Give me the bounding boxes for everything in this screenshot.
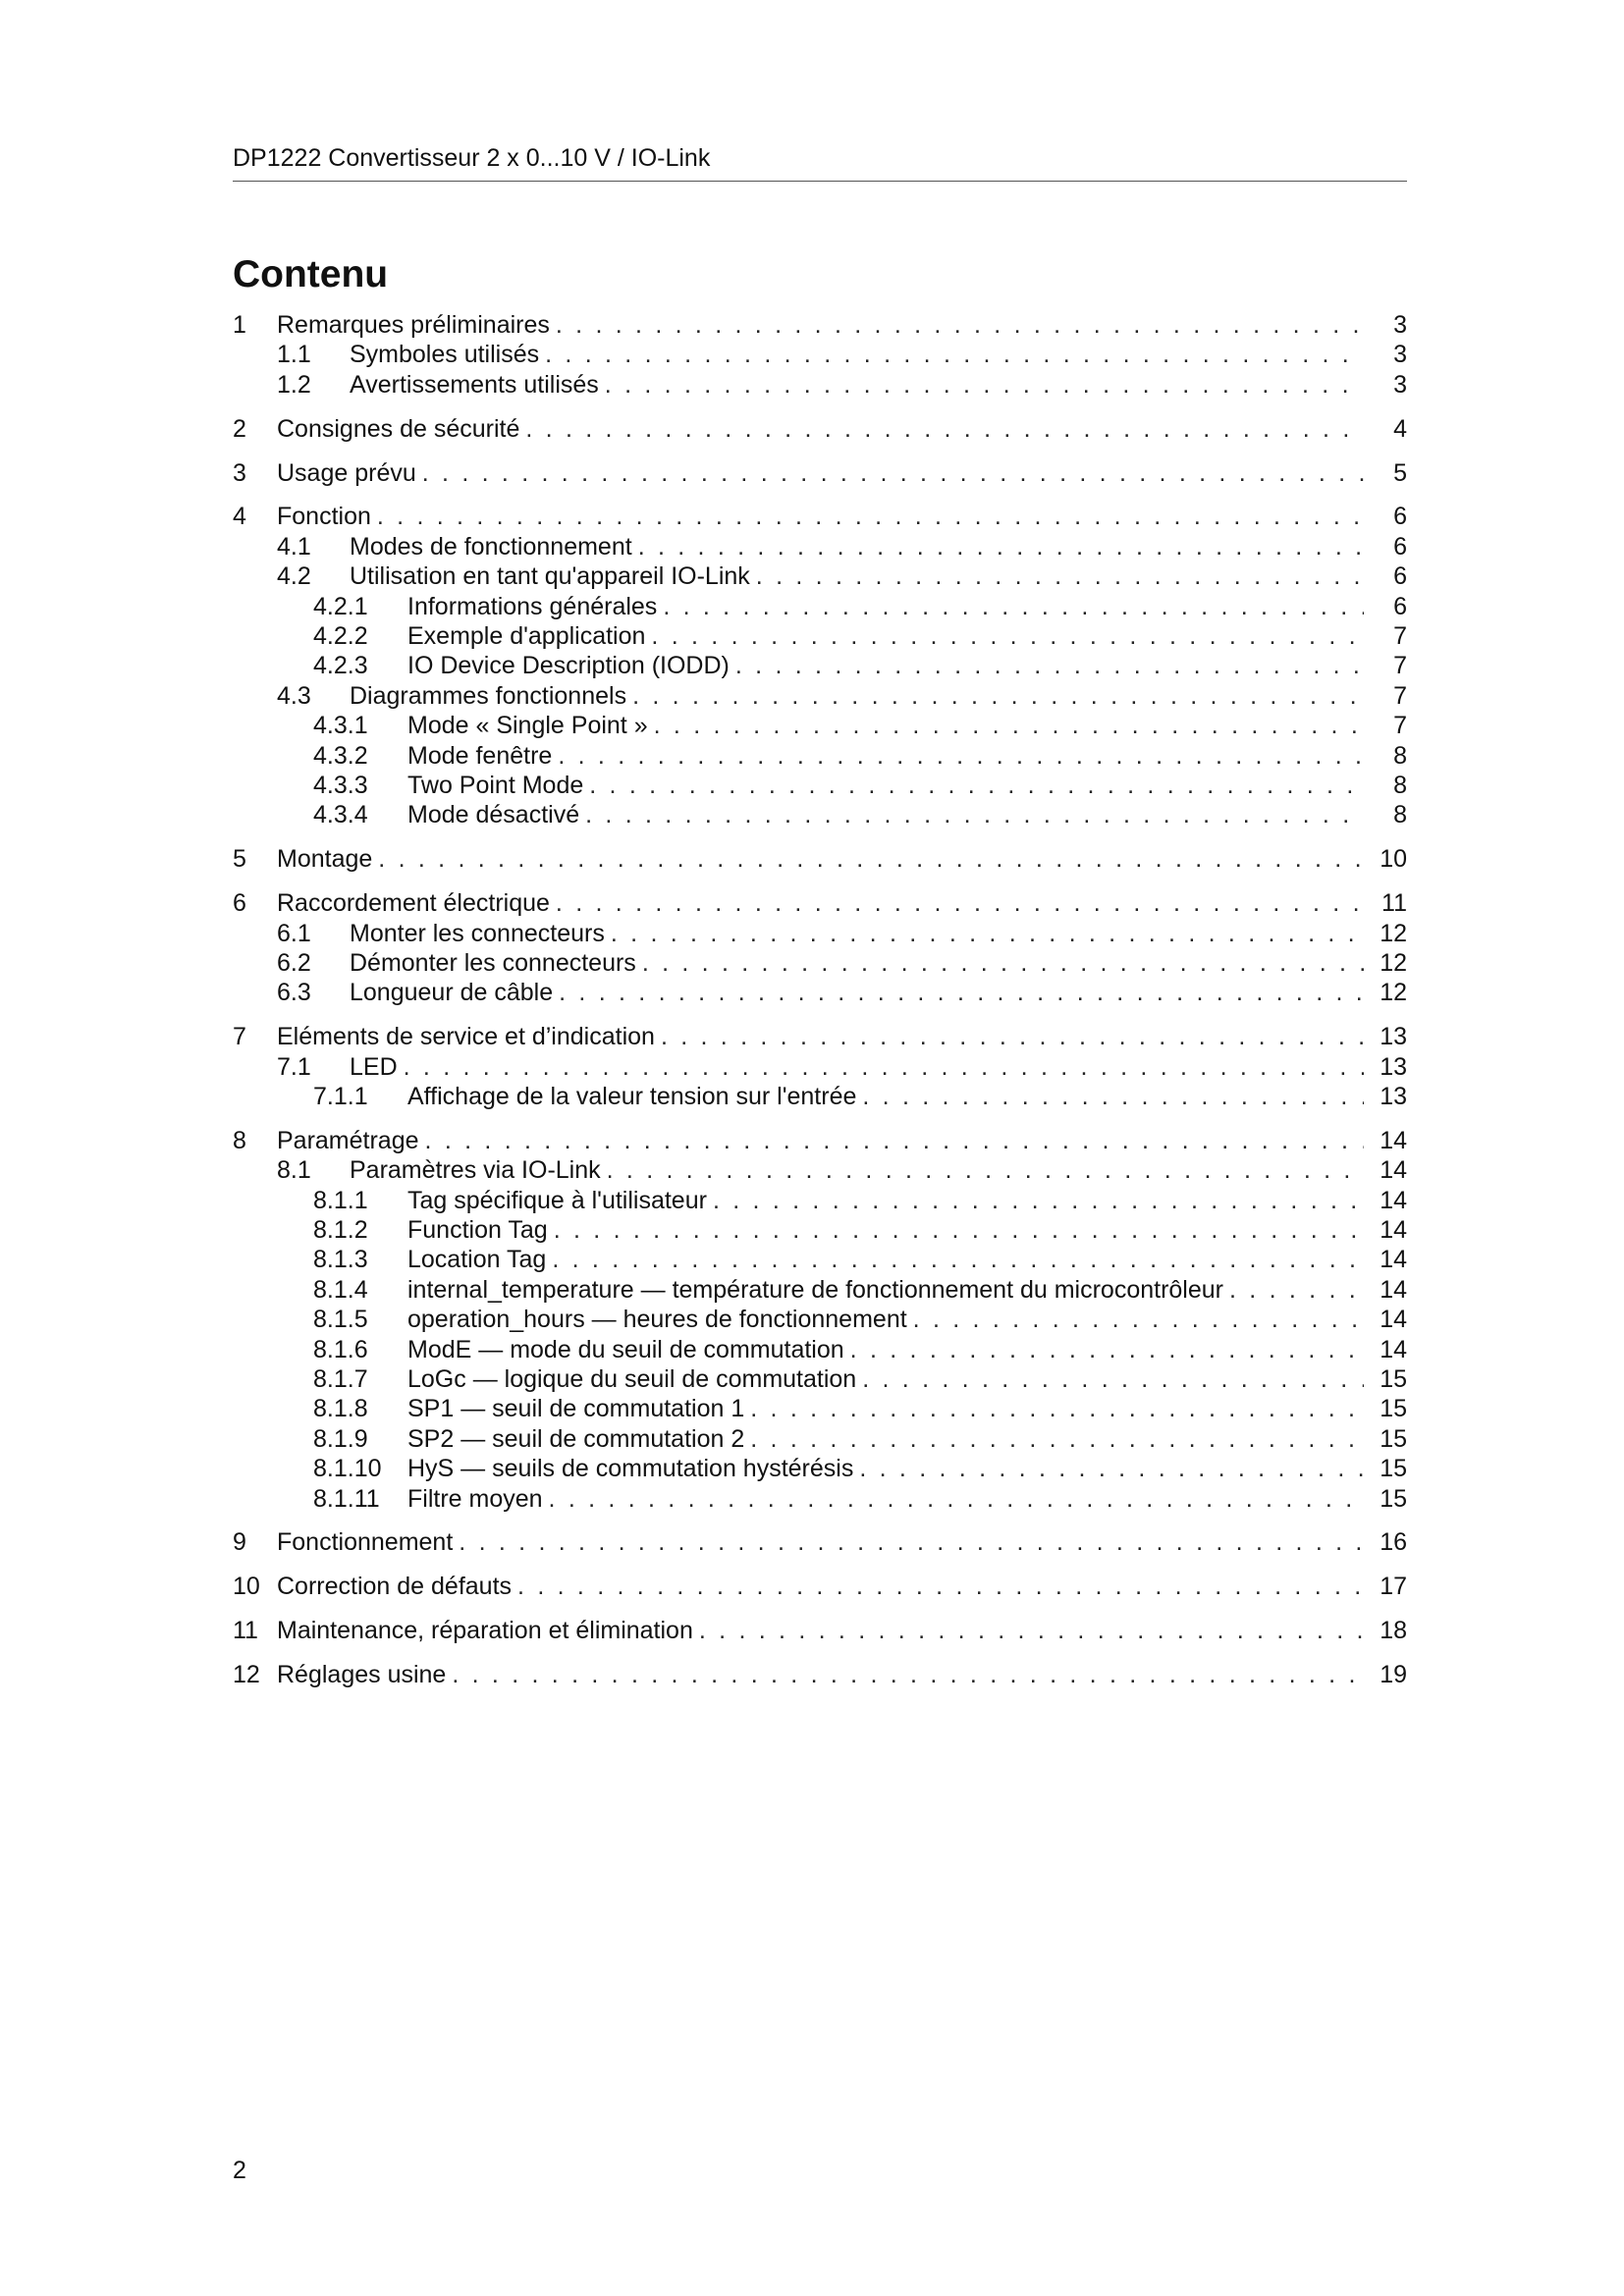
toc-entry-number: 3: [233, 458, 246, 487]
toc-entry[interactable]: [233, 340, 1407, 369]
toc-entry[interactable]: [233, 592, 1407, 621]
toc-entry-number: 8: [233, 1126, 246, 1154]
toc-entry-number: 6.3: [277, 979, 311, 1007]
toc-entry-title: Mode fenêtre: [407, 741, 553, 770]
toc-entry[interactable]: [233, 1527, 1407, 1557]
toc-dot-leader: [850, 1335, 1364, 1364]
toc-entry[interactable]: [233, 370, 1407, 400]
toc-entry-title: internal_temperature — température de fonctionnement du microcontrôleur: [407, 1275, 1223, 1304]
toc-dot-leader: [552, 1245, 1364, 1274]
toc-entry-number: 1: [233, 311, 246, 339]
toc-entry[interactable]: [233, 1424, 1407, 1454]
toc-entry-page: 3: [1393, 370, 1407, 399]
toc-entry-title: Réglages usine: [277, 1661, 447, 1689]
toc-entry[interactable]: [233, 1660, 1407, 1689]
toc-entry-number: 5: [233, 845, 246, 874]
toc-entry-number: 4.1: [277, 532, 311, 561]
toc-entry-title: Two Point Mode: [407, 771, 584, 799]
toc-entry[interactable]: [233, 1572, 1407, 1601]
toc-entry-page: 12: [1380, 919, 1407, 947]
toc-entry-page: 15: [1380, 1455, 1407, 1483]
toc-entry-title: Remarques préliminaires: [277, 311, 550, 339]
toc-entry-number: 8.1.6: [313, 1335, 368, 1363]
toc-entry[interactable]: [233, 561, 1407, 591]
toc-entry[interactable]: [233, 1215, 1407, 1245]
toc-dot-leader: [549, 1484, 1364, 1514]
toc-entry-page: 16: [1380, 1528, 1407, 1557]
toc-entry[interactable]: [233, 621, 1407, 651]
toc-entry-title: Fonctionnement: [277, 1528, 454, 1557]
toc-entry-number: 8.1.11: [313, 1484, 380, 1513]
toc-entry-page: 14: [1380, 1216, 1407, 1245]
toc-entry-page: 13: [1380, 1082, 1407, 1110]
toc-entry-title: Diagrammes fonctionnels: [350, 681, 627, 710]
page-number: 2: [233, 2157, 246, 2184]
toc-entry-page: 7: [1393, 652, 1407, 680]
toc-dot-leader: [589, 771, 1364, 800]
toc-entry-number: 4.2: [277, 562, 311, 591]
toc-dot-leader: [638, 532, 1364, 561]
toc-entry-title: Function Tag: [407, 1216, 548, 1245]
toc-entry-page: 13: [1380, 1052, 1407, 1081]
toc-entry-number: 4.2.2: [313, 622, 368, 651]
toc-entry-number: 4.3.3: [313, 771, 368, 799]
toc-entry-number: 4.3.4: [313, 801, 368, 829]
toc-entry-page: 15: [1380, 1484, 1407, 1513]
toc-entry[interactable]: [233, 771, 1407, 800]
toc-entry-number: 6.2: [277, 948, 311, 977]
toc-entry[interactable]: [233, 1155, 1407, 1185]
toc-entry-title: operation_hours — heures de fonctionnement: [407, 1306, 907, 1334]
toc-entry-number: 9: [233, 1528, 246, 1557]
toc-dot-leader: [750, 1424, 1364, 1454]
toc-entry[interactable]: [233, 1275, 1407, 1305]
toc-entry[interactable]: [233, 310, 1407, 340]
toc-entry-number: 7.1: [277, 1052, 311, 1081]
toc-entry-title: Modes de fonctionnement: [350, 532, 632, 561]
toc-entry-title: Filtre moyen: [407, 1484, 543, 1513]
toc-entry-number: 8.1.2: [313, 1216, 368, 1245]
toc-entry-page: 6: [1393, 592, 1407, 620]
toc-entry-number: 2: [233, 414, 246, 443]
toc-entry-page: 7: [1393, 681, 1407, 710]
toc-entry-title: Montage: [277, 845, 373, 874]
toc-dot-leader: [525, 414, 1364, 444]
toc-entry-number: 6.1: [277, 919, 311, 947]
toc-entry[interactable]: [233, 1335, 1407, 1364]
toc-entry[interactable]: [233, 1245, 1407, 1274]
toc-entry-page: 4: [1393, 414, 1407, 443]
toc-entry-title: Paramétrage: [277, 1126, 419, 1154]
toc-entry[interactable]: [233, 741, 1407, 771]
toc-entry-page: 14: [1380, 1186, 1407, 1214]
toc-dot-leader: [735, 651, 1364, 680]
toc-entry-number: 4.3.2: [313, 741, 368, 770]
toc-entry-number: 4.2.1: [313, 592, 368, 620]
toc-entry[interactable]: [233, 1126, 1407, 1155]
toc-entry-number: 8.1.8: [313, 1395, 368, 1423]
toc-dot-leader: [585, 800, 1364, 829]
toc-entry[interactable]: [233, 681, 1407, 711]
toc-entry[interactable]: [233, 948, 1407, 978]
toc-entry[interactable]: [233, 414, 1407, 444]
toc-entry-title: Utilisation en tant qu'appareil IO-Link: [350, 562, 750, 591]
toc-entry[interactable]: [233, 532, 1407, 561]
toc-entry-title: Consignes de sécurité: [277, 414, 520, 443]
toc-entry-title: Informations générales: [407, 592, 658, 620]
toc-entry-page: 14: [1380, 1126, 1407, 1154]
toc-entry-number: 4.2.3: [313, 652, 368, 680]
toc-entry-page: 6: [1393, 503, 1407, 531]
toc-entry[interactable]: [233, 1305, 1407, 1334]
toc-entry-page: 15: [1380, 1395, 1407, 1423]
toc-entry[interactable]: [233, 1394, 1407, 1423]
toc-dot-leader: [713, 1186, 1364, 1215]
toc-dot-leader: [750, 1394, 1364, 1423]
toc-dot-leader: [378, 844, 1364, 874]
toc-entry[interactable]: [233, 1454, 1407, 1483]
toc-entry-page: 8: [1393, 771, 1407, 799]
toc-entry-page: 5: [1393, 458, 1407, 487]
toc-entry-number: 8.1.3: [313, 1246, 368, 1274]
toc-entry-number: 4.3.1: [313, 712, 368, 740]
toc-entry[interactable]: [233, 978, 1407, 1007]
toc-entry-title: Longueur de câble: [350, 979, 554, 1007]
toc-entry-title: Monter les connecteurs: [350, 919, 605, 947]
toc-entry-page: 3: [1393, 341, 1407, 369]
toc-entry-page: 13: [1380, 1023, 1407, 1051]
toc-entry-page: 8: [1393, 801, 1407, 829]
toc-dot-leader: [632, 681, 1364, 711]
toc-entry[interactable]: [233, 919, 1407, 948]
toc-entry-title: LoGc — logique du seuil de commutation: [407, 1365, 857, 1393]
toc-entry-title: Affichage de la valeur tension sur l'entrée: [407, 1082, 857, 1110]
toc-dot-leader: [862, 1082, 1364, 1111]
toc-entry-title: IO Device Description (IODD): [407, 652, 730, 680]
toc-dot-leader: [661, 1022, 1364, 1051]
toc-entry-number: 7.1.1: [313, 1082, 368, 1110]
toc-entry-page: 12: [1380, 948, 1407, 977]
toc-dot-leader: [611, 919, 1364, 948]
toc-entry-number: 8.1.10: [313, 1455, 382, 1483]
toc-dot-leader: [605, 370, 1364, 400]
toc-entry-page: 7: [1393, 622, 1407, 651]
toc-entry-page: 12: [1380, 979, 1407, 1007]
toc-entry-page: 3: [1393, 311, 1407, 339]
toc-dot-leader: [558, 741, 1364, 771]
toc-entry[interactable]: [233, 800, 1407, 829]
toc-entry[interactable]: [233, 1484, 1407, 1514]
toc-dot-leader: [859, 1454, 1364, 1483]
toc-dot-leader: [377, 502, 1364, 531]
toc-entry-page: 17: [1380, 1573, 1407, 1601]
toc-dot-leader: [699, 1616, 1364, 1645]
table-of-contents: [233, 310, 1407, 1690]
toc-dot-leader: [545, 340, 1364, 369]
toc-entry-number: 8.1.1: [313, 1186, 368, 1214]
toc-dot-leader: [913, 1305, 1364, 1334]
toc-entry-page: 7: [1393, 712, 1407, 740]
toc-entry[interactable]: [233, 1082, 1407, 1111]
toc-entry-title: Avertissements utilisés: [350, 370, 599, 399]
toc-entry-title: Paramètres via IO-Link: [350, 1156, 601, 1185]
toc-dot-leader: [554, 1215, 1364, 1245]
toc-entry-page: 19: [1380, 1661, 1407, 1689]
toc-entry-number: 10: [233, 1573, 260, 1601]
toc-entry-number: 1.1: [277, 341, 311, 369]
toc-dot-leader: [1229, 1275, 1364, 1305]
toc-dot-leader: [607, 1155, 1364, 1185]
toc-dot-leader: [404, 1052, 1364, 1082]
toc-entry-title: Location Tag: [407, 1246, 547, 1274]
toc-dot-leader: [556, 310, 1364, 340]
toc-entry-page: 14: [1380, 1156, 1407, 1185]
toc-entry[interactable]: [233, 502, 1407, 531]
toc-entry-number: 12: [233, 1661, 260, 1689]
toc-dot-leader: [452, 1660, 1364, 1689]
toc-dot-leader: [651, 621, 1364, 651]
toc-dot-leader: [422, 458, 1364, 488]
toc-entry-title: ModE — mode du seuil de commutation: [407, 1335, 844, 1363]
toc-entry-title: Mode « Single Point »: [407, 712, 648, 740]
toc-entry[interactable]: [233, 1616, 1407, 1645]
toc-entry-number: 8.1.7: [313, 1365, 368, 1393]
toc-entry-page: 10: [1380, 845, 1407, 874]
toc-entry[interactable]: [233, 888, 1407, 918]
toc-entry-page: 14: [1380, 1275, 1407, 1304]
toc-entry-page: 11: [1381, 889, 1407, 918]
toc-entry-title: LED: [350, 1052, 398, 1081]
toc-entry-number: 8.1: [277, 1156, 311, 1185]
toc-entry-page: 6: [1393, 532, 1407, 561]
toc-entry[interactable]: [233, 458, 1407, 488]
toc-entry-title: Usage prévu: [277, 458, 416, 487]
toc-entry-title: Exemple d'application: [407, 622, 646, 651]
toc-entry-number: 11: [233, 1617, 258, 1645]
toc-entry-title: SP2 — seuil de commutation 2: [407, 1424, 745, 1453]
toc-dot-leader: [756, 561, 1364, 591]
toc-entry-page: 6: [1393, 562, 1407, 591]
toc-entry-page: 15: [1380, 1365, 1407, 1393]
toc-entry-title: SP1 — seuil de commutation 1: [407, 1395, 745, 1423]
toc-entry-page: 14: [1380, 1335, 1407, 1363]
toc-entry-number: 7: [233, 1023, 246, 1051]
toc-entry-title: Correction de défauts: [277, 1573, 513, 1601]
toc-entry-title: Eléments de service et d’indication: [277, 1023, 655, 1051]
toc-entry-title: Démonter les connecteurs: [350, 948, 636, 977]
toc-entry-title: Symboles utilisés: [350, 341, 540, 369]
toc-entry[interactable]: [233, 1052, 1407, 1082]
toc-dot-leader: [556, 888, 1364, 918]
toc-entry-number: 4: [233, 503, 246, 531]
toc-dot-leader: [862, 1364, 1364, 1394]
toc-entry-number: 8.1.5: [313, 1306, 368, 1334]
toc-dot-leader: [517, 1572, 1364, 1601]
toc-entry-number: 8.1.9: [313, 1424, 368, 1453]
toc-dot-leader: [425, 1126, 1364, 1155]
toc-entry-page: 14: [1380, 1306, 1407, 1334]
toc-entry[interactable]: [233, 1186, 1407, 1215]
toc-entry-title: Fonction: [277, 503, 371, 531]
toc-entry-title: Tag spécifique à l'utilisateur: [407, 1186, 707, 1214]
toc-entry-number: 1.2: [277, 370, 311, 399]
toc-entry[interactable]: [233, 844, 1407, 874]
toc-entry-page: 8: [1393, 741, 1407, 770]
toc-entry-title: HyS — seuils de commutation hystérésis: [407, 1455, 854, 1483]
toc-entry-number: 8.1.4: [313, 1275, 368, 1304]
toc-entry-page: 15: [1380, 1424, 1407, 1453]
toc-entry-number: 4.3: [277, 681, 311, 710]
toc-entry-title: Mode désactivé: [407, 801, 580, 829]
toc-entry[interactable]: [233, 651, 1407, 680]
toc-entry-title: Raccordement électrique: [277, 889, 550, 918]
toc-entry-number: 6: [233, 889, 246, 918]
toc-entry-title: Maintenance, réparation et élimination: [277, 1617, 693, 1645]
toc-entry-page: 18: [1380, 1617, 1407, 1645]
toc-dot-leader: [459, 1527, 1364, 1557]
toc-entry[interactable]: [233, 711, 1407, 740]
page-title: Contenu: [233, 253, 389, 295]
toc-dot-leader: [642, 948, 1364, 978]
toc-dot-leader: [663, 592, 1364, 621]
toc-entry[interactable]: [233, 1022, 1407, 1051]
toc-entry-page: 14: [1380, 1246, 1407, 1274]
toc-dot-leader: [559, 978, 1364, 1007]
toc-dot-leader: [654, 711, 1364, 740]
running-header: DP1222 Convertisseur 2 x 0...10 V / IO-Link: [233, 143, 1407, 182]
toc-entry[interactable]: [233, 1364, 1407, 1394]
